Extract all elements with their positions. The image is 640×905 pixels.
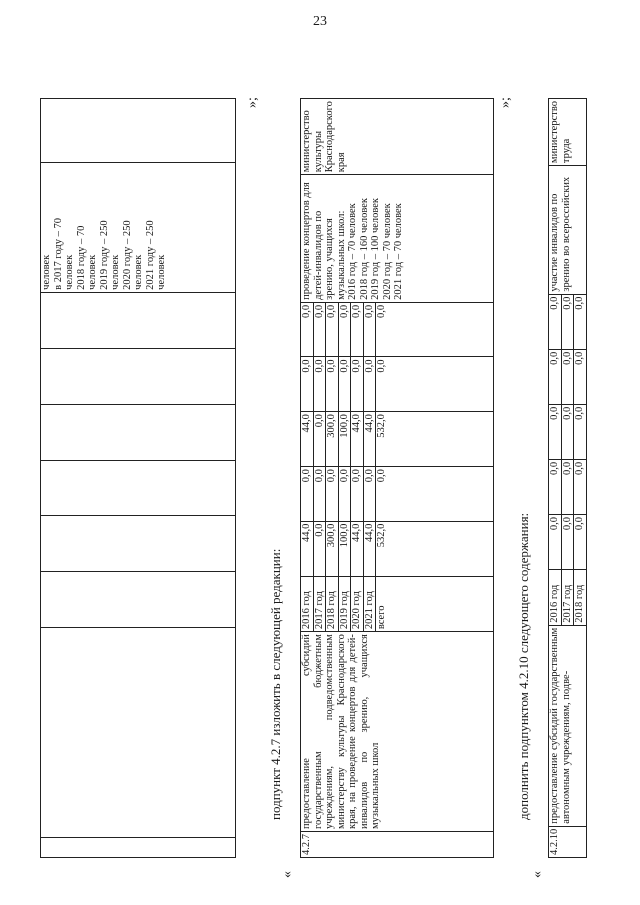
value-cell: 0,0 (376, 467, 494, 522)
cell-value (41, 404, 236, 460)
value-cell: 0,0 (574, 514, 587, 569)
item-description: предоставление субсидий государственным бюджетным учреждениям, подведомственным министерству культуры Краснодарского края, на проведение концертов для детей-инвалидов по зрению, учащихся музыкальных школ (301, 632, 494, 832)
value-cell: 100,0 (338, 412, 351, 467)
opening-quote-c: « (530, 871, 545, 878)
page-number: 23 (313, 14, 327, 29)
value-cell: 532,0 (376, 521, 494, 576)
value-cell: 0,0 (313, 412, 326, 467)
value-cell: 532,0 (376, 412, 494, 467)
table-row (549, 99, 562, 858)
item-description: предоставление субсидий государственным автономным учреждениям, подве- (549, 625, 587, 826)
year-cell: всего (376, 576, 494, 632)
value-cell: 44,0 (301, 412, 314, 467)
value-cell: 44,0 (351, 412, 364, 467)
value-cell: 0,0 (561, 514, 574, 569)
value-cell: 0,0 (561, 404, 574, 459)
item-code: 4.2.7 (301, 832, 494, 858)
table-row (301, 99, 314, 858)
value-cell: 0,0 (561, 294, 574, 349)
value-cell: 44,0 (363, 521, 376, 576)
item-result: участие инвалидов по зрению во всероссийских (549, 166, 587, 295)
value-cell: 0,0 (363, 302, 376, 357)
table-continuation (40, 98, 236, 858)
value-cell: 0,0 (351, 302, 364, 357)
value-cell: 0,0 (313, 521, 326, 576)
value-cell: 0,0 (313, 302, 326, 357)
value-cell: 0,0 (549, 514, 562, 569)
value-cell: 300,0 (326, 412, 339, 467)
value-cell: 0,0 (549, 349, 562, 404)
cell-year (41, 572, 236, 628)
value-cell: 0,0 (549, 404, 562, 459)
value-cell: 0,0 (338, 467, 351, 522)
cell-description (41, 628, 236, 838)
year-cell: 2018 год (574, 570, 587, 626)
value-cell: 0,0 (561, 349, 574, 404)
cell-executor (41, 99, 236, 163)
cell-value (41, 460, 236, 516)
value-cell: 300,0 (326, 521, 339, 576)
value-cell: 44,0 (363, 412, 376, 467)
cell-code (41, 838, 236, 858)
cell-result: человек в 2017 году – 70 человек 2018 году – 70 человек 2019 году – 250 человек 2020 году – 250 человек 2021 году – 250 человек (41, 162, 236, 292)
value-cell: 0,0 (574, 349, 587, 404)
value-cell: 100,0 (338, 521, 351, 576)
year-cell: 2016 год (549, 570, 562, 626)
value-cell: 0,0 (376, 357, 494, 412)
cell-value (41, 292, 236, 348)
closing-quote-a: »; (245, 97, 260, 108)
item-executor: министерство труда (549, 99, 587, 166)
value-cell: 0,0 (549, 459, 562, 514)
cell-value (41, 516, 236, 572)
year-cell: 2017 год (561, 570, 574, 626)
heading-4-2-10: дополнить подпунктом 4.2.10 следующего содержания: (516, 512, 531, 820)
opening-quote-b: « (280, 871, 295, 878)
value-cell: 44,0 (351, 521, 364, 576)
year-cell: 2016 год (301, 576, 314, 632)
value-cell: 0,0 (574, 404, 587, 459)
value-cell: 0,0 (326, 302, 339, 357)
item-executor: министерство культуры Краснодарского края (301, 99, 494, 175)
year-cell: 2018 год (326, 576, 339, 632)
value-cell: 0,0 (549, 294, 562, 349)
closing-quote-b: »; (498, 97, 513, 108)
value-cell: 0,0 (301, 302, 314, 357)
year-cell: 2019 год (338, 576, 351, 632)
year-cell: 2021 год (363, 576, 376, 632)
rotated-content (40, 38, 600, 878)
cell-value (41, 348, 236, 404)
value-cell: 0,0 (363, 467, 376, 522)
value-cell: 0,0 (351, 467, 364, 522)
value-cell: 0,0 (376, 302, 494, 357)
heading-4-2-7: подпункт 4.2.7 изложить в следующей редакции: (268, 548, 283, 820)
item-result: проведение концертов для детей-инвалидов по зрению, учащихся музыкальных школ: 2016 год – 70 человек 2018 год – 160 человек 2019 год – 100 человек 2020 год – 70 человек 2021 год – 70 человек (301, 175, 494, 303)
value-cell: 0,0 (313, 467, 326, 522)
value-cell: 0,0 (574, 459, 587, 514)
table-4-2-10 (548, 98, 587, 858)
year-cell: 2020 год (351, 576, 364, 632)
item-code: 4.2.10 (549, 826, 587, 857)
value-cell: 0,0 (338, 357, 351, 412)
value-cell: 0,0 (574, 294, 587, 349)
value-cell: 0,0 (301, 357, 314, 412)
value-cell: 0,0 (326, 357, 339, 412)
value-cell: 0,0 (338, 302, 351, 357)
value-cell: 0,0 (561, 459, 574, 514)
value-cell: 0,0 (326, 467, 339, 522)
table-4-2-7 (300, 98, 494, 858)
value-cell: 0,0 (363, 357, 376, 412)
value-cell: 44,0 (301, 521, 314, 576)
value-cell: 0,0 (351, 357, 364, 412)
value-cell: 0,0 (301, 467, 314, 522)
value-cell: 0,0 (313, 357, 326, 412)
year-cell: 2017 год (313, 576, 326, 632)
